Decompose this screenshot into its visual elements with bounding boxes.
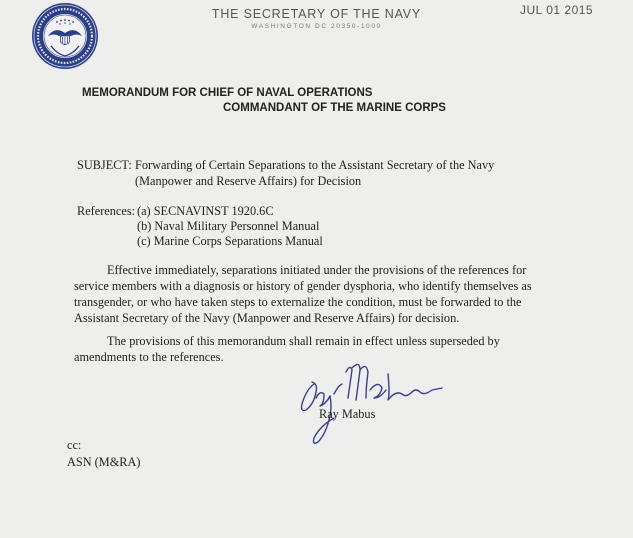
subject-line-1: Forwarding of Certain Separations to the Assistant Secretary of the Navy [135, 158, 495, 172]
cc-label: cc: [67, 438, 82, 452]
paragraph-2-line: amendments to the references. [74, 350, 224, 364]
letterhead-address: WASHINGTON DC 20350-1000 [251, 23, 382, 30]
references-label: References: [77, 204, 136, 218]
paragraph-2-line: The provisions of this memorandum shall remain in effect unless superseded by [107, 334, 500, 348]
subject-line-2: (Manpower and Reserve Affairs) for Decision [135, 174, 362, 188]
reference-item: (a) SECNAVINST 1920.6C [137, 204, 274, 218]
handwritten-signature [290, 354, 450, 454]
letterhead-title: THE SECRETARY OF THE NAVY [211, 7, 422, 21]
paragraph-1-line: Effective immediately, separations initiated under the provisions of the references for [107, 263, 527, 277]
paragraph-1-line: service members with a diagnosis or history of gender dysphoria, who identify themselves as [74, 279, 532, 293]
paragraph-1-line: transgender, or who have taken steps to externalize the condition, must be forwarded to the [74, 295, 522, 309]
paragraph-1-line: Assistant Secretary of the Navy (Manpower and Reserve Affairs) for decision. [74, 311, 460, 325]
memo-for-line: MEMORANDUM FOR CHIEF OF NAVAL OPERATIONS [82, 87, 373, 99]
memo-second-addressee: COMMANDANT OF THE MARINE CORPS [223, 102, 446, 114]
subject-label: SUBJECT: [77, 158, 132, 172]
signatory-name: Ray Mabus [319, 407, 376, 421]
cc-recipient: ASN (M&RA) [67, 455, 141, 469]
reference-item: (c) Marine Corps Separations Manual [137, 234, 323, 248]
reference-item: (b) Naval Military Personnel Manual [137, 219, 320, 233]
date-stamp: JUL 01 2015 [520, 3, 594, 17]
